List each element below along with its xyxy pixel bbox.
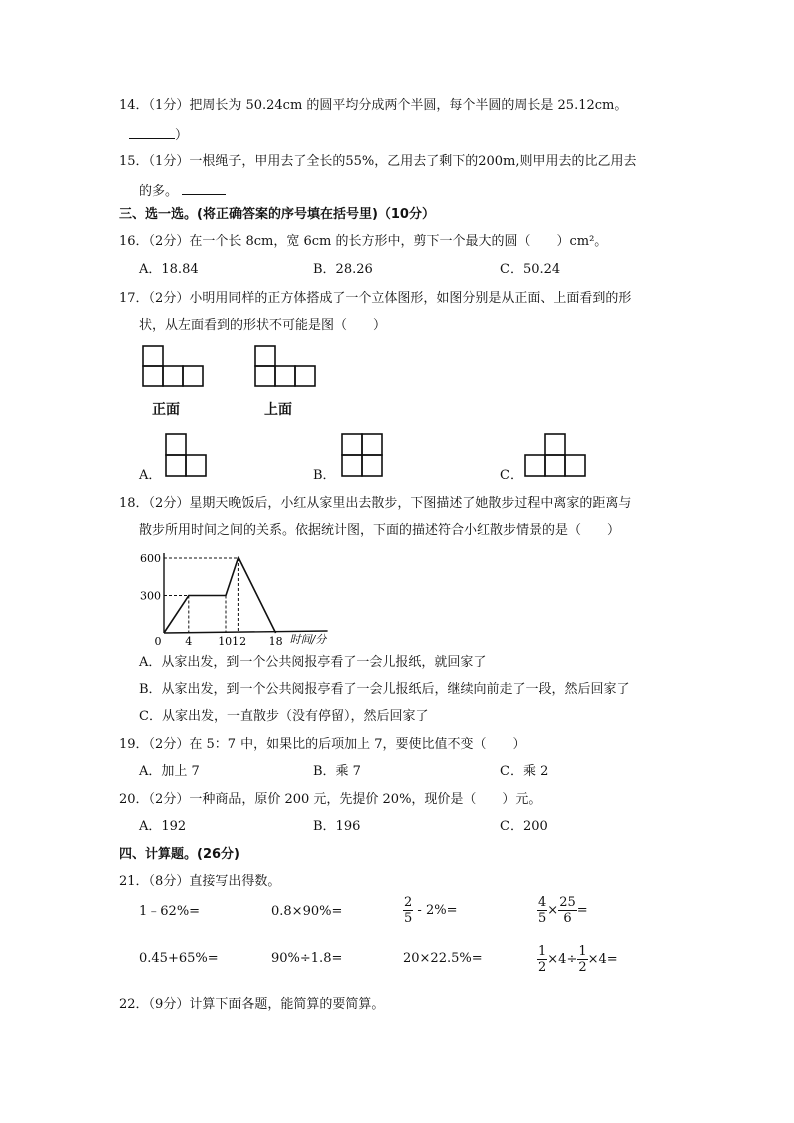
q17-line1: 17．（2分）小明用同样的正方体搭成了一个立体图形，如图分别是从正面、上面看到的形 xyxy=(119,291,632,306)
q18-option-a[interactable]: A．从家出发，到一个公共阅报亭看了一会儿报纸，就回家了 xyxy=(139,655,487,670)
q19-option-a[interactable]: A．加上 7 xyxy=(139,764,200,779)
front-view-label: 正面 xyxy=(152,402,180,418)
q16-option-a[interactable]: A．18.84 xyxy=(139,262,199,277)
y-tick-label: 300 xyxy=(140,589,161,603)
q21-item-4: $\frac{4}{5}$ × $\frac{25}{6}$ = xyxy=(538,895,588,926)
x-tick-label: 18 xyxy=(268,635,283,648)
q21-item-8: $\frac{1}{2}$ ×4÷ $\frac{1}{2}$ ×4= xyxy=(538,944,618,975)
x-tick-label: 0 xyxy=(154,635,162,648)
q18-line2: 散步所用时间之间的关系。依据统计图，下面的描述符合小红散步情景的是（ ） xyxy=(139,523,621,538)
q20-option-b[interactable]: B．196 xyxy=(313,819,361,834)
q17-option-b-figure[interactable] xyxy=(341,433,385,477)
q16-option-c[interactable]: C．50.24 xyxy=(500,262,561,277)
q16-stem: 16．（2分）在一个长 8cm，宽 6cm 的长方形中，剪下一个最大的圆（ ）cm²。 xyxy=(119,234,608,249)
y-tick-label: 600 xyxy=(140,552,161,565)
q17-option-c[interactable]: C． xyxy=(500,468,523,483)
q21-item-5: 0.45+65%= xyxy=(139,951,219,966)
q18-line1: 18．（2分）星期天晚饭后，小红从家里出去散步，下图描述了她散步过程中离家的距离与 xyxy=(119,496,632,511)
q18-option-b[interactable]: B．从家出发，到一个公共阅报亭看了一会儿报纸后，继续向前走了一段，然后回家了 xyxy=(139,682,630,697)
front-view-figure xyxy=(142,345,206,389)
q21-item-3: $\frac{2}{5}$ - 2%= xyxy=(404,895,458,926)
fraction-2-5: $\frac{2}{5}$ xyxy=(404,895,413,926)
fraction-25-6: $\frac{25}{6}$ xyxy=(559,895,576,926)
top-view-figure xyxy=(254,345,318,389)
q21-item-1: 1﹣62%= xyxy=(139,904,201,919)
q19-stem: 19．（2分）在 5：7 中，如果比的后项加上 7，要使比值不变（ ） xyxy=(119,737,526,752)
section-3-heading: 三、选一选。(将正确答案的序号填在括号里)（10分） xyxy=(119,207,435,222)
x-tick-label: 1012 xyxy=(218,635,247,648)
q14-line2: ） xyxy=(129,124,188,145)
distance-time-chart xyxy=(130,548,350,648)
q17-option-c-figure[interactable] xyxy=(524,433,588,477)
q14-line1: 14．（1分）把周长为 50.24cm 的圆平均分成两个半圆，每个半圆的周长是 25.12cm。 xyxy=(119,98,628,113)
q15-line1: 15．（1分）一根绳子，甲用去了全长的55%，乙用去了剩下的200m,则甲用去的比乙用去 xyxy=(119,154,637,169)
q15-answer-blank[interactable] xyxy=(182,180,226,195)
q21-item-6: 90%÷1.8= xyxy=(271,951,343,966)
x-tick-label: 4 xyxy=(185,635,193,648)
q20-option-a[interactable]: A．192 xyxy=(139,819,187,834)
fraction-4-5: $\frac{4}{5}$ xyxy=(538,895,547,926)
q17-option-b[interactable]: B． xyxy=(313,468,336,483)
q17-option-a[interactable]: A． xyxy=(139,468,162,483)
q17-line2: 状，从左面看到的形状不可能是图（ ） xyxy=(139,318,387,333)
q19-option-c[interactable]: C．乘 2 xyxy=(500,764,549,779)
q20-option-c[interactable]: C．200 xyxy=(500,819,548,834)
q14-answer-blank[interactable] xyxy=(129,124,175,139)
fraction-1-2: $\frac{1}{2}$ xyxy=(538,944,547,975)
x-axis-label: 时间/分 xyxy=(289,633,327,646)
q20-stem: 20．（2分）一种商品，原价 200 元，先提价 20%，现价是（ ）元。 xyxy=(119,792,542,807)
q19-option-b[interactable]: B．乘 7 xyxy=(313,764,361,779)
q17-option-a-figure[interactable] xyxy=(165,433,209,477)
q15-line2: 的多。 xyxy=(139,180,226,201)
fraction-1-2b: $\frac{1}{2}$ xyxy=(578,944,587,975)
q16-option-b[interactable]: B．28.26 xyxy=(313,262,373,277)
q21-stem: 21．（8分）直接写出得数。 xyxy=(119,874,281,889)
section-4-heading: 四、计算题。(26分) xyxy=(119,847,240,862)
q21-item-2: 0.8×90%= xyxy=(271,904,343,919)
top-view-label: 上面 xyxy=(264,402,292,418)
q22-stem: 22．（9分）计算下面各题，能简算的要简算。 xyxy=(119,997,385,1012)
q18-option-c[interactable]: C．从家出发，一直散步（没有停留），然后回家了 xyxy=(139,709,429,724)
q21-item-7: 20×22.5%= xyxy=(403,951,483,966)
